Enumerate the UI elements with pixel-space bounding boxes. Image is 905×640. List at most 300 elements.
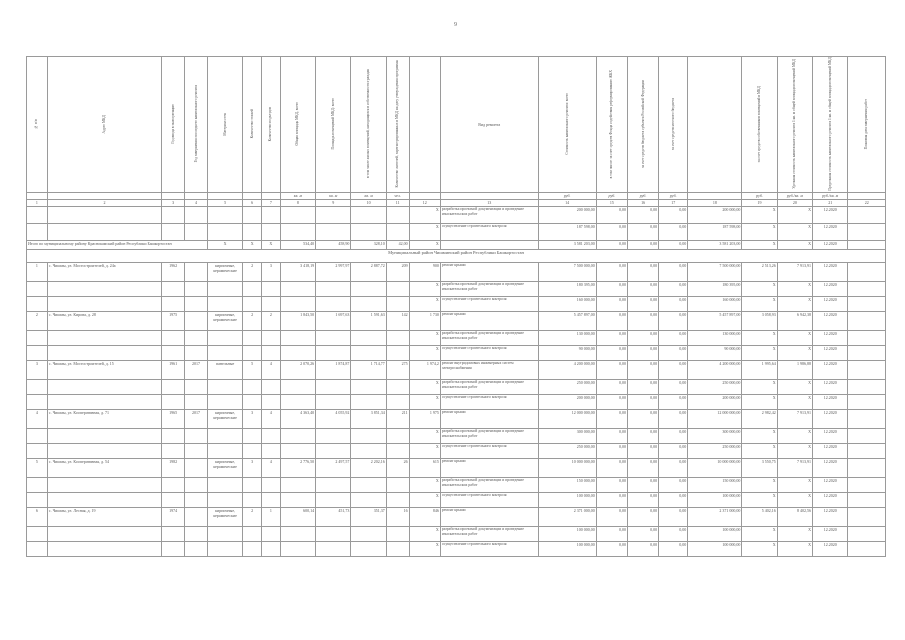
blank-cell [27,379,48,394]
blank-cell [280,428,315,443]
column-number: 12 [409,199,440,206]
limit-cost: 7 913,91 [777,458,812,477]
blank-cell [207,428,242,443]
plan-date: 12.2020 [813,526,848,541]
blank-cell [162,428,185,443]
unit-cell [162,192,185,199]
plan-date: 12.2020 [813,330,848,345]
cost-total: 160 000,00 [538,296,596,311]
house-wall-material: панельные [207,360,242,379]
work-volume: 615 [409,458,440,477]
blank-cell [386,443,409,458]
blank-cell [162,206,185,223]
house-owned-area: 1 714,77 [351,360,386,379]
blank-cell [207,492,242,507]
column-header [848,57,886,193]
blank-cell [243,330,262,345]
house-address: с. Чишмы, ул. Мостостроителей, д. 24а [47,262,161,281]
blank-cell [351,379,386,394]
blank-cell [848,526,886,541]
column-number: 1 [27,199,48,206]
column-number: 21 [813,199,848,206]
work-volume: X [409,281,440,296]
cost-local: 0,00 [659,458,688,477]
blank-cell [280,379,315,394]
house-residents: 26 [386,458,409,477]
total-date: 12.2020 [813,240,848,249]
house-floors: 3 [243,409,262,428]
blank-cell [47,345,161,360]
work-volume: 900 [409,262,440,281]
unit-cost: X [742,492,777,507]
blank-cell [848,541,886,556]
cost-region: 0,00 [627,262,658,281]
cost-owners: 150 000,00 [688,477,742,492]
blank-cell [386,541,409,556]
blank-cell [848,206,886,223]
house-number: 4 [27,409,48,428]
cost-total: 4 200 000,00 [538,360,596,379]
column-header-label: Вид ремонта [478,121,501,127]
blank-cell [47,443,161,458]
column-header-label: Количество этажей [249,109,254,139]
blank-cell [848,443,886,458]
blank-cell [47,206,161,223]
cost-region: 0,00 [627,541,658,556]
cost-region: 0,00 [627,394,658,409]
work-volume: X [409,541,440,556]
house-entrances: 2 [262,311,281,330]
column-number: 5 [207,199,242,206]
work-type: осуществление строительного контроля [440,492,538,507]
work-volume: X [409,296,440,311]
column-header [351,57,386,193]
cost-fund: 0,00 [596,507,627,526]
blank-cell [243,206,262,223]
column-header-label: Материал стен [222,112,227,136]
page-number: 9 [454,22,457,28]
house-apt-area: 451,73 [316,507,351,526]
blank-cell [848,409,886,428]
blank-cell [386,526,409,541]
column-header-label: за счет средств бюджета субъекта Российской Федерации [640,79,645,168]
blank-cell [47,379,161,394]
cost-fund: 0,00 [596,458,627,477]
blank-cell [47,330,161,345]
column-number: 10 [351,199,386,206]
blank-cell [848,240,886,249]
column-header [596,57,627,193]
house-floors: 5 [243,360,262,379]
unit-cell [207,192,242,199]
cost-total: 90 000,00 [538,345,596,360]
cost-region: 0,00 [627,477,658,492]
house-last-repair: 2017 [185,409,208,428]
unit-cost: X [742,206,777,223]
column-number: 19 [742,199,777,206]
limit-cost: 8 402,56 [777,507,812,526]
units-row [27,192,886,199]
house-residents: 142 [386,311,409,330]
blank-cell [185,281,208,296]
work-type: разработка проектной документации и проведение изыскательских работ [440,428,538,443]
blank-cell [280,394,315,409]
unit-cost: X [742,223,777,240]
cost-owners: 4 200 000,00 [688,360,742,379]
cost-fund: 0,00 [596,379,627,394]
blank-cell [316,379,351,394]
cost-fund: 0,00 [596,409,627,428]
blank-cell [47,541,161,556]
cost-owners: 200 000,00 [688,394,742,409]
blank-cell [351,526,386,541]
cost-fund: 0,00 [596,281,627,296]
cost-fund: 0,00 [596,206,627,223]
unit-cell [688,192,742,199]
house-residents: 211 [386,409,409,428]
blank-cell [243,223,262,240]
cost-total: 200 000,00 [538,206,596,223]
house-floors: 2 [243,311,262,330]
house-entrances: 4 [262,409,281,428]
total-owners: 3 581 203,00 [688,240,742,249]
column-number: 20 [777,199,812,206]
table-row [27,345,886,360]
cost-fund: 0,00 [596,394,627,409]
unit-cost: X [742,379,777,394]
blank-cell [162,394,185,409]
column-number: 7 [262,199,281,206]
cost-local: 0,00 [659,507,688,526]
total-floors: X [243,240,262,249]
district-total-label: Итого по муниципальному району Краснокамский район Республики Башкортостан [27,240,208,249]
cost-total: 187 598,00 [538,223,596,240]
cost-total: 180 395,00 [538,281,596,296]
blank-cell [351,443,386,458]
unit-cell: руб. [659,192,688,199]
column-number: 17 [659,199,688,206]
blank-cell [386,330,409,345]
house-address: с. Чишмы, ул. Кооперативная, д. 71 [47,409,161,428]
blank-cell [262,428,281,443]
blank-cell [262,281,281,296]
cost-total: 130 000,00 [538,330,596,345]
total-area: 534,40 [280,240,315,249]
column-header-label: Количество жителей, зарегистрированных в МКД на дату утверждения программы [395,60,400,188]
plan-date: 12.2020 [813,428,848,443]
limit-cost: X [777,281,812,296]
blank-cell [243,281,262,296]
cost-owners: 200 000,00 [688,206,742,223]
cost-fund: 0,00 [596,345,627,360]
blank-cell [262,477,281,492]
cost-total: 150 000,00 [538,477,596,492]
unit-cell: руб. [627,192,658,199]
column-header [262,57,281,193]
table-row [27,507,886,526]
limit-cost: 7 913,91 [777,409,812,428]
unit-cost: 1 995,64 [742,360,777,379]
cost-local: 0,00 [659,311,688,330]
cost-region: 0,00 [627,458,658,477]
blank-cell [185,223,208,240]
cost-owners: 100 000,00 [688,541,742,556]
table-row [27,296,886,311]
house-address: с. Чишмы, ул. Лесная, д. 19 [47,507,161,526]
limit-cost: X [777,345,812,360]
work-type: разработка проектной документации и проведение изыскательских работ [440,206,538,223]
column-number: 9 [316,199,351,206]
blank-cell [316,443,351,458]
house-residents: 209 [386,262,409,281]
work-type: ремонт крыши [440,458,538,477]
house-owned-area: 1 591,63 [351,311,386,330]
blank-cell [440,240,538,249]
limit-cost: X [777,394,812,409]
blank-cell [386,477,409,492]
blank-cell [848,311,886,330]
house-area: 2 776,50 [280,458,315,477]
blank-cell [207,206,242,223]
house-built: 1974 [162,507,185,526]
work-type: осуществление строительного контроля [440,223,538,240]
blank-cell [162,526,185,541]
blank-cell [162,330,185,345]
blank-cell [848,379,886,394]
work-type: осуществление строительного контроля [440,296,538,311]
blank-cell [47,281,161,296]
plan-date: 12.2020 [813,394,848,409]
cost-local: 0,00 [659,409,688,428]
cost-local: 0,00 [659,394,688,409]
house-number: 3 [27,360,48,379]
work-type: ремонт крыши [440,311,538,330]
cost-local: 0,00 [659,379,688,394]
blank-cell [351,345,386,360]
work-type: осуществление строительного контроля [440,345,538,360]
blank-cell [207,477,242,492]
cost-fund: 0,00 [596,296,627,311]
cost-local: 0,00 [659,223,688,240]
column-header-label: Количество подъездов [268,106,273,141]
blank-cell [47,223,161,240]
column-header [409,57,440,193]
blank-cell [207,223,242,240]
blank-cell [262,296,281,311]
cost-fund: 0,00 [596,477,627,492]
unit-cell [440,192,538,199]
cost-region: 0,00 [627,360,658,379]
limit-cost: X [777,330,812,345]
column-header-label: № п/п [34,118,39,129]
blank-cell [351,477,386,492]
house-owned-area: 2 887,72 [351,262,386,281]
cost-total: 5 457 897,00 [538,311,596,330]
cost-total: 2 371 000,00 [538,507,596,526]
cost-region: 0,00 [627,311,658,330]
column-header [185,57,208,193]
blank-cell [386,296,409,311]
blank-cell [280,206,315,223]
house-wall-material: кирпичные, керамические [207,262,242,281]
column-header [659,57,688,193]
work-volume: X [409,379,440,394]
blank-cell [27,345,48,360]
blank-cell [262,394,281,409]
header-row [27,57,886,193]
plan-date: 12.2020 [813,492,848,507]
blank-cell [262,379,281,394]
plan-date: 12.2020 [813,206,848,223]
total-limit: X [777,240,812,249]
cost-owners: 250 000,00 [688,379,742,394]
unit-cell: кв. м [280,192,315,199]
house-number: 6 [27,507,48,526]
blank-cell [280,345,315,360]
total-fund: 0,00 [596,240,627,249]
unit-cost: X [742,477,777,492]
unit-cell [262,192,281,199]
blank-cell [316,492,351,507]
house-last-repair [185,311,208,330]
work-volume: X [409,345,440,360]
cost-owners: 180 395,00 [688,281,742,296]
column-header [627,57,658,193]
column-number: 3 [162,199,185,206]
blank-cell [185,541,208,556]
unit-cost: 3 058,93 [742,311,777,330]
blank-cell [27,492,48,507]
house-area: 2 070,26 [280,360,315,379]
blank-cell [207,541,242,556]
table-row [27,526,886,541]
blank-cell [185,443,208,458]
cost-fund: 0,00 [596,262,627,281]
blank-cell [386,223,409,240]
house-apt-area: 1 874,87 [316,360,351,379]
blank-cell [185,345,208,360]
plan-date: 12.2020 [813,281,848,296]
house-residents: 275 [386,360,409,379]
total-apt: 458,90 [316,240,351,249]
blank-cell [848,345,886,360]
limit-cost: X [777,206,812,223]
unit-cost: X [742,443,777,458]
blank-cell [185,379,208,394]
cost-owners: 12 000 000,00 [688,409,742,428]
table-row [27,281,886,296]
unit-cost: 3 550,75 [742,458,777,477]
table-row [27,262,886,281]
blank-cell [207,330,242,345]
blank-cell [848,262,886,281]
limit-cost: X [777,296,812,311]
house-floors: 2 [243,262,262,281]
cost-owners: 7 500 000,00 [688,262,742,281]
cost-fund: 0,00 [596,526,627,541]
column-number: 8 [280,199,315,206]
work-volume: 1 974,2 [409,360,440,379]
unit-cost: X [742,296,777,311]
blank-cell [162,296,185,311]
column-header [280,57,315,193]
column-header-label: в том числе: за счет средств Фонда содействия реформированию ЖКХ [609,69,614,178]
house-area: 3 418,19 [280,262,315,281]
total-unit: X [742,240,777,249]
table-row [27,409,886,428]
column-number: 22 [848,199,886,206]
cost-owners: 300 000,00 [688,428,742,443]
column-number: 16 [627,199,658,206]
blank-cell [316,394,351,409]
house-residents: 16 [386,507,409,526]
work-volume: X [409,223,440,240]
work-type: разработка проектной документации и проведение изыскательских работ [440,477,538,492]
blank-cell [27,330,48,345]
house-entrances: 1 [262,507,281,526]
blank-cell [848,330,886,345]
cost-fund: 0,00 [596,492,627,507]
blank-cell [316,281,351,296]
column-header [243,57,262,193]
cost-total: 100 000,00 [538,541,596,556]
unit-cell [409,192,440,199]
cost-fund: 0,00 [596,541,627,556]
unit-cell [185,192,208,199]
work-type: разработка проектной документации и проведение изыскательских работ [440,526,538,541]
cost-local: 0,00 [659,262,688,281]
blank-cell [848,296,886,311]
house-address: с. Чишмы, ул. Кооперативная, д. 54 [47,458,161,477]
cost-total: 10 000 000,00 [538,458,596,477]
section-row [27,249,886,262]
unit-cost: X [742,541,777,556]
cost-local: 0,00 [659,492,688,507]
blank-cell [27,223,48,240]
blank-cell [27,281,48,296]
blank-cell [386,281,409,296]
work-volume: X [409,443,440,458]
blank-cell [243,428,262,443]
table-row [27,379,886,394]
work-type: осуществление строительного контроля [440,394,538,409]
limit-cost: X [777,492,812,507]
blank-cell [351,492,386,507]
blank-cell [386,428,409,443]
blank-cell [280,541,315,556]
blank-cell [162,223,185,240]
blank-cell [243,394,262,409]
house-wall-material: кирпичные, керамические [207,458,242,477]
blank-cell [280,443,315,458]
cost-owners: 90 000,00 [688,345,742,360]
blank-cell [243,477,262,492]
blank-cell [27,428,48,443]
blank-cell [185,428,208,443]
blank-cell [27,296,48,311]
unit-cost: 2 513,26 [742,262,777,281]
cost-fund: 0,00 [596,330,627,345]
blank-cell [27,477,48,492]
column-header [742,57,777,193]
column-number: 4 [185,199,208,206]
cost-local: 0,00 [659,526,688,541]
work-type: разработка проектной документации и проведение изыскательских работ [440,379,538,394]
blank-cell [185,296,208,311]
unit-cell: руб. [538,192,596,199]
blank-cell [316,223,351,240]
cost-region: 0,00 [627,345,658,360]
